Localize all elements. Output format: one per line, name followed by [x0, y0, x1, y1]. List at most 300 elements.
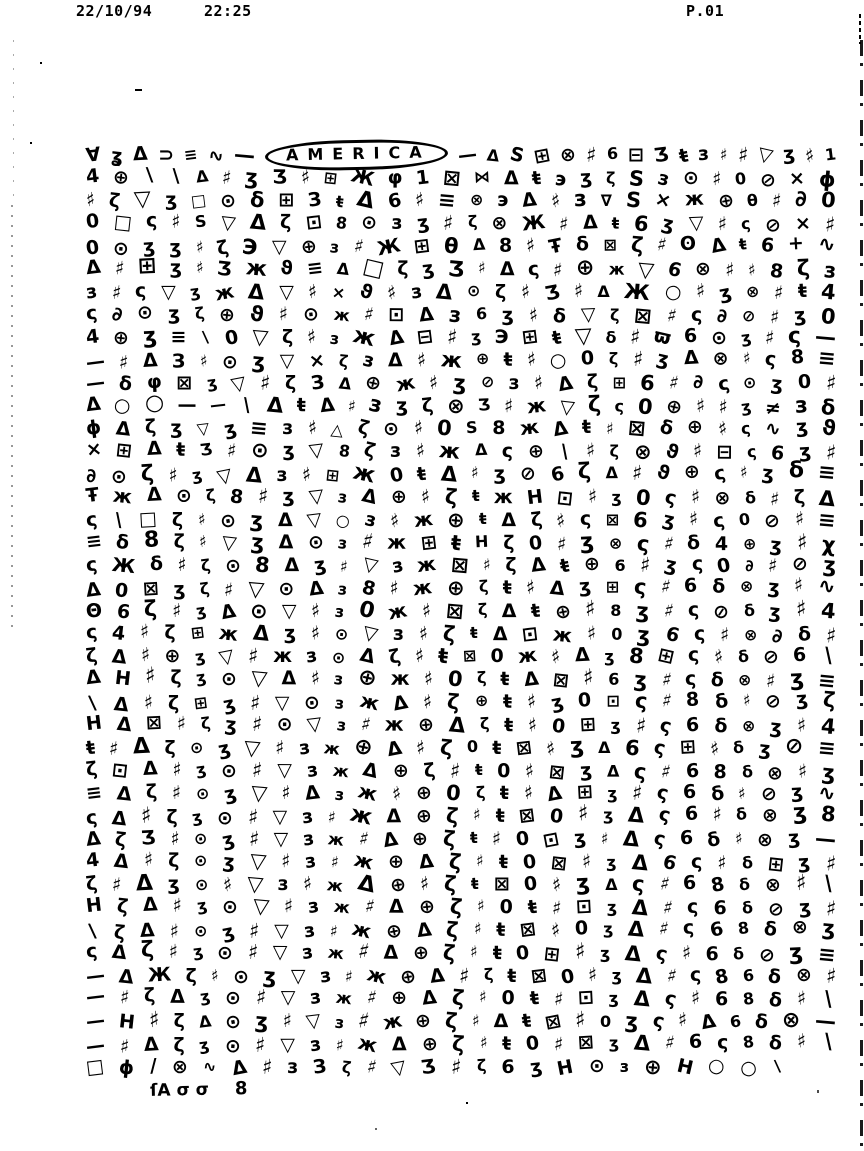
cipher-glyph: ʒ: [782, 142, 796, 166]
cipher-glyph: ♯: [639, 552, 652, 578]
cipher-glyph: ⊙: [192, 921, 209, 942]
cipher-glyph: ⊡: [556, 486, 575, 511]
cipher-glyph: ʒ: [768, 600, 783, 624]
cipher-glyph: ʒ: [170, 417, 183, 440]
cipher-glyph: ς: [690, 850, 703, 873]
cipher-glyph: 4: [820, 713, 837, 740]
cipher-glyph: ♯: [419, 485, 432, 509]
cipher-glyph: ʒ: [766, 575, 781, 599]
cipher-glyph: Δ: [110, 940, 128, 965]
cipher-glyph: ⊠: [444, 598, 465, 624]
cipher-glyph: ♯: [797, 759, 808, 783]
cipher-glyph: ♯: [574, 939, 586, 966]
cipher-glyph: ʒ: [262, 963, 278, 989]
cipher-glyph: ⊗: [781, 1007, 802, 1034]
cipher-glyph: ς: [134, 279, 148, 302]
cipher-glyph: ⊞: [532, 143, 552, 169]
cipher-glyph: з: [287, 1055, 299, 1078]
cipher-glyph: ▽: [245, 871, 264, 898]
cipher-glyph: Δ: [354, 186, 377, 215]
cipher-row: [86, 849, 836, 875]
cipher-glyph: ζ: [422, 758, 437, 782]
cipher-row: [86, 165, 836, 191]
cipher-glyph: Δ: [84, 392, 102, 416]
cipher-glyph: ς: [84, 301, 99, 325]
cipher-glyph: Ŧ: [547, 234, 565, 259]
cipher-glyph: ♯: [803, 144, 817, 168]
cipher-glyph: Δ: [113, 693, 130, 717]
cipher-glyph: з: [333, 601, 345, 622]
cipher-glyph: Δ: [621, 826, 641, 852]
cipher-glyph: ʒ: [165, 189, 178, 212]
cipher-glyph: ŧ: [526, 896, 539, 919]
cipher-glyph: ⊗: [766, 760, 785, 785]
cipher-glyph: ▽: [558, 395, 576, 419]
cipher-glyph: ӡ: [611, 966, 622, 986]
cipher-glyph: Η: [525, 485, 545, 510]
cipher-glyph: ▽: [305, 507, 324, 532]
cipher-glyph: ⊘: [759, 782, 778, 806]
cipher-glyph: з: [297, 736, 311, 760]
cipher-glyph: ς: [84, 508, 99, 532]
cipher-glyph: ʒ: [282, 485, 295, 508]
cipher-glyph: з: [366, 391, 386, 419]
cipher-glyph: ŧ: [415, 462, 428, 486]
cipher-glyph: ♯: [172, 758, 182, 781]
cipher-glyph: ⊙: [216, 806, 235, 830]
cipher-glyph: ▽: [290, 964, 306, 987]
cipher-glyph: Δ: [307, 576, 325, 601]
cipher-glyph: 6: [115, 600, 131, 624]
cipher-glyph: ♯: [712, 645, 726, 670]
cipher-glyph: δ: [712, 689, 730, 714]
cipher-glyph: ♯: [824, 850, 837, 876]
cipher-glyph: Δ: [417, 302, 435, 327]
cipher-glyph: Ж: [375, 234, 403, 261]
cipher-glyph: ⊡: [304, 210, 323, 235]
cipher-glyph: ŧ: [437, 644, 450, 669]
cipher-glyph: Ʒ: [198, 439, 214, 461]
cipher-glyph: ♯: [478, 1033, 488, 1053]
cipher-glyph: ʒ: [787, 826, 801, 850]
cipher-glyph: з: [333, 784, 345, 805]
cipher-glyph: Δ: [251, 620, 271, 646]
cipher-glyph: ♯: [767, 554, 779, 578]
cipher-glyph: ○: [738, 1055, 759, 1081]
cipher-glyph: ♯: [585, 439, 596, 463]
cipher-glyph: ⊕: [575, 255, 596, 282]
cipher-glyph: ⊙: [220, 350, 239, 375]
cipher-glyph: ♯: [248, 918, 261, 944]
cipher-glyph: ♯: [472, 919, 482, 939]
cipher-glyph: ≡: [817, 668, 837, 694]
cipher-glyph: ♯: [550, 873, 564, 898]
cipher-glyph: ∂: [84, 464, 98, 488]
cipher-glyph: ♯: [143, 691, 154, 714]
cipher-glyph: з: [337, 532, 349, 553]
cipher-glyph: ζ: [185, 964, 197, 987]
cipher-glyph: ♯: [194, 257, 205, 278]
cipher-glyph: ζ: [447, 849, 463, 875]
cipher-glyph: ♯: [247, 644, 260, 669]
cipher-glyph: ⊕: [414, 804, 433, 829]
cipher-glyph: ⊙: [223, 986, 242, 1011]
cipher-glyph: δ: [767, 989, 784, 1013]
cipher-glyph: ζ: [495, 280, 507, 303]
cipher-glyph: ς: [682, 916, 696, 940]
cipher-glyph: 6: [684, 802, 699, 826]
cipher-glyph: 4: [84, 848, 101, 872]
cipher-glyph: ⊞: [192, 693, 209, 714]
cipher-glyph: ♯: [573, 279, 584, 302]
cipher-glyph: ♯: [415, 348, 428, 372]
cipher-glyph: ⊞: [189, 622, 205, 643]
cipher-glyph: ⊕: [410, 826, 430, 851]
cipher-glyph: ♯: [309, 599, 322, 623]
cipher-glyph: ʒ: [191, 941, 204, 962]
cipher-glyph: δ: [762, 917, 778, 941]
cipher-glyph: ж: [416, 553, 438, 578]
cipher-glyph: ∿: [817, 780, 837, 806]
america-label: AMERICA: [265, 138, 448, 172]
cipher-glyph: Δ: [632, 986, 651, 1012]
cipher-glyph: ӡ: [221, 417, 238, 442]
cipher-glyph: ʒ: [195, 896, 209, 917]
cipher-glyph: ▽: [219, 211, 237, 235]
cipher-glyph: 0: [715, 554, 733, 579]
cipher-glyph: ⊠: [518, 917, 538, 942]
cipher-glyph: Δ: [132, 733, 151, 760]
cipher-glyph: ⊗: [469, 189, 484, 210]
cipher-glyph: ӡ: [578, 575, 592, 598]
cipher-glyph: ⊗: [790, 915, 808, 939]
cipher-glyph: ♯: [605, 418, 614, 438]
cipher-glyph: ▽: [274, 919, 289, 942]
cipher-glyph: ⊕: [388, 850, 405, 873]
cipher-glyph: ς: [633, 688, 649, 714]
cipher-glyph: ⊠: [577, 1030, 595, 1054]
cipher-glyph: з: [305, 644, 319, 669]
cipher-glyph: ⊕: [683, 460, 701, 484]
cipher-glyph: ŧ: [496, 918, 506, 941]
cipher-glyph: ⊘: [784, 733, 805, 760]
cipher-glyph: ▽: [579, 302, 596, 326]
cipher-glyph: ⊘: [791, 552, 809, 576]
cipher-glyph: ж: [347, 801, 375, 832]
cipher-glyph: ӡ: [604, 646, 615, 666]
cipher-glyph: ζ: [114, 828, 128, 852]
footnote-annotation: [150, 1078, 248, 1101]
cipher-glyph: Η: [84, 711, 104, 736]
cipher-glyph: Δ: [197, 1010, 213, 1032]
cipher-glyph: ʒ: [528, 1055, 544, 1079]
cipher-glyph: ζ: [793, 486, 806, 509]
cipher-glyph: ŧ: [499, 782, 509, 805]
cipher-glyph: 6: [608, 670, 620, 690]
cipher-glyph: 4: [84, 164, 101, 188]
cipher-glyph: ♯: [198, 351, 209, 372]
cipher-glyph: ⊠: [549, 851, 569, 875]
cipher-glyph: ♯: [445, 324, 458, 350]
cipher-glyph: ♯: [552, 988, 564, 1012]
cipher-glyph: ♯: [326, 807, 337, 828]
cipher-glyph: ♯: [586, 621, 597, 645]
cipher-glyph: ♯: [655, 233, 669, 257]
cipher-glyph: ӡ: [451, 370, 468, 396]
cipher-glyph: ♯: [246, 804, 259, 830]
cipher-glyph: ♯: [746, 260, 757, 281]
cipher-glyph: ⊠: [551, 668, 570, 693]
cipher-glyph: ♯: [738, 462, 749, 483]
cipher-glyph: Δ: [278, 530, 294, 553]
cipher-glyph: ϑ: [249, 300, 266, 327]
cipher-glyph: —: [813, 324, 837, 351]
cipher-glyph: Δ: [633, 1030, 652, 1056]
cipher-glyph: ∿: [764, 417, 783, 442]
cipher-glyph: ♯: [362, 895, 377, 919]
cipher-glyph: ○: [662, 279, 684, 305]
cipher-glyph: ♯: [824, 622, 837, 648]
cipher-glyph: ≡: [817, 941, 837, 968]
cipher-glyph: Δ: [380, 827, 400, 852]
cipher-glyph: ♯: [389, 577, 399, 600]
fax-date: 22/10/94: [76, 2, 153, 20]
cipher-glyph: з: [392, 622, 405, 645]
cipher-glyph: ♯: [355, 938, 372, 966]
cipher-glyph: 4: [84, 325, 101, 349]
cipher-glyph: ♯: [660, 689, 674, 713]
cipher-glyph: ʒ: [283, 621, 297, 644]
cipher-glyph: ⊙: [193, 850, 209, 871]
cipher-glyph: ж: [244, 255, 268, 281]
cipher-glyph: 0: [521, 850, 538, 874]
cipher-glyph: ζ: [280, 211, 292, 234]
cipher-glyph: з: [447, 301, 462, 327]
cipher-glyph: 0: [445, 780, 463, 806]
cipher-glyph: δ: [710, 669, 724, 692]
cipher-glyph: ⊕: [351, 733, 376, 762]
cipher-glyph: Δ: [284, 554, 300, 577]
cipher-glyph: ▽: [307, 484, 325, 508]
cipher-glyph: ς: [501, 440, 514, 463]
cipher-glyph: з: [334, 693, 346, 714]
cipher-glyph: ж: [608, 260, 625, 280]
cipher-glyph: ♯: [719, 145, 728, 165]
cipher-glyph: ∿: [817, 573, 837, 599]
cipher-glyph: ♯: [631, 346, 644, 372]
cipher-glyph: ⊙: [188, 737, 205, 758]
cipher-glyph: ŧ: [495, 804, 505, 827]
cipher-glyph: ζ: [199, 555, 212, 576]
cipher-glyph: 6: [632, 211, 650, 237]
cipher-glyph: ♯: [358, 712, 373, 737]
cipher-glyph: Ʒ: [447, 256, 466, 282]
cipher-glyph: ♯: [768, 487, 781, 511]
cipher-glyph: ⊙: [381, 417, 402, 442]
cipher-row: [84, 415, 838, 442]
cipher-glyph: ж: [213, 280, 236, 306]
cipher-glyph: ▽: [280, 986, 296, 1009]
cipher-glyph: з: [336, 487, 349, 508]
cipher-glyph: ж: [552, 623, 574, 648]
cipher-glyph: Δ: [605, 463, 618, 483]
cipher-glyph: ʒ: [791, 800, 808, 827]
cipher-glyph: ♯: [448, 757, 461, 783]
cipher-glyph: ς: [527, 257, 541, 281]
cipher-glyph: ♯: [260, 1054, 273, 1080]
cipher-glyph: ♯: [824, 370, 837, 396]
cipher-glyph: ♯: [587, 963, 598, 986]
cipher-glyph: ʒ: [244, 164, 260, 190]
cipher-glyph: з: [391, 211, 403, 235]
cipher-glyph: ʒ: [142, 235, 156, 259]
cipher-glyph: Ж: [147, 962, 172, 987]
cipher-glyph: ς: [635, 530, 651, 556]
cipher-glyph: з: [655, 166, 672, 191]
cipher-glyph: ♯: [171, 211, 181, 234]
cipher-glyph: θ: [443, 233, 460, 259]
cipher-glyph: ∿: [206, 143, 227, 169]
cipher-glyph: S: [624, 187, 643, 214]
cipher-glyph: 0: [611, 624, 623, 644]
cipher-glyph: Η: [674, 1054, 696, 1080]
cipher-glyph: ς: [650, 1009, 667, 1034]
cipher-glyph: ⊘: [740, 305, 757, 326]
cipher-glyph: ▽: [248, 848, 268, 874]
cipher-glyph: 6: [705, 942, 719, 965]
cipher-glyph: ♯: [247, 826, 261, 852]
cipher-glyph: ≡: [183, 144, 199, 166]
cipher-glyph: ζ: [446, 689, 461, 715]
cipher-row: [86, 144, 836, 167]
cipher-glyph: ▽: [133, 186, 152, 213]
cipher-glyph: ♯: [574, 1007, 587, 1033]
cipher-glyph: ж: [357, 689, 381, 716]
cipher-glyph: ♯: [690, 987, 701, 1010]
cipher-glyph: Δ: [631, 895, 650, 921]
cipher-glyph: Δ: [555, 371, 575, 397]
cipher-glyph: ♯: [470, 463, 480, 483]
cipher-glyph: 6: [606, 144, 619, 164]
cipher-glyph: 6: [759, 233, 776, 258]
cipher-glyph: ⊠: [518, 803, 537, 828]
cipher-glyph: ⊗: [763, 873, 783, 898]
cipher-glyph: Δ: [110, 645, 128, 670]
cipher-glyph: ♯: [491, 827, 501, 850]
cipher-glyph: ʒ: [790, 780, 805, 804]
cipher-glyph: ζ: [445, 803, 460, 829]
cipher-glyph: ζ: [173, 530, 185, 553]
cipher-glyph: ʒ: [821, 552, 838, 578]
cipher-glyph: ŧ: [738, 234, 749, 255]
cipher-glyph: Δ: [218, 599, 238, 625]
cipher-glyph: —: [84, 963, 107, 988]
cipher-glyph: Δ: [598, 738, 611, 758]
cipher-glyph: ♯: [695, 394, 706, 417]
cipher-glyph: ♯: [719, 623, 730, 646]
cipher-glyph: ♯: [796, 1029, 807, 1053]
cipher-glyph: Δ: [385, 736, 404, 761]
cipher-glyph: ♯: [251, 757, 264, 782]
cipher-glyph: 4: [820, 598, 838, 624]
cipher-glyph: δ: [797, 622, 812, 646]
cipher-glyph: 8: [228, 485, 245, 509]
cipher-glyph: 4: [110, 621, 127, 645]
cipher-glyph: ⊙: [231, 964, 252, 989]
cipher-glyph: ζ: [605, 168, 616, 188]
cipher-glyph: ς: [710, 508, 727, 533]
cipher-glyph: ʒ: [221, 849, 237, 874]
cipher-glyph: δ: [768, 1031, 784, 1055]
cipher-glyph: ς: [632, 574, 648, 600]
cipher-glyph: ♯: [364, 986, 379, 1010]
cipher-row: [86, 1056, 784, 1079]
cipher-glyph: ⊙: [709, 325, 730, 351]
cipher-glyph: ♯: [554, 508, 568, 533]
cipher-glyph: ς: [745, 442, 758, 463]
cipher-glyph: ς: [579, 507, 592, 530]
cipher-glyph: ζ: [140, 461, 155, 488]
cipher-glyph: ŧ: [550, 326, 564, 350]
cipher-glyph: Δ: [520, 188, 539, 213]
cipher-glyph: ζ: [167, 692, 180, 715]
cipher-glyph: 6: [683, 324, 699, 348]
cipher-glyph: ж: [412, 507, 434, 532]
cipher-glyph: ⊠: [543, 1009, 564, 1035]
cipher-glyph: ▽: [304, 1009, 322, 1033]
cipher-glyph: δ: [742, 600, 756, 621]
cipher-glyph: ≡: [170, 326, 187, 349]
cipher-glyph: □: [112, 210, 133, 235]
cipher-glyph: ♯: [118, 986, 131, 1010]
cipher-glyph: ♯: [388, 508, 402, 533]
cipher-glyph: ζ: [341, 1057, 353, 1078]
cipher-glyph: ♯: [113, 256, 125, 280]
cipher-glyph: ⊕: [355, 664, 379, 694]
cipher-glyph: ▽: [249, 665, 269, 692]
cipher-glyph: 6: [714, 988, 729, 1011]
cipher-glyph: ʒ: [793, 303, 807, 327]
cipher-row: [86, 986, 836, 1012]
cipher-glyph: ♯: [550, 897, 563, 921]
cipher-glyph: ▽: [273, 827, 289, 850]
cipher-glyph: ς: [633, 758, 648, 784]
scan-speck: [817, 1090, 819, 1093]
cipher-glyph: ζ: [145, 780, 158, 804]
cipher-glyph: δ: [686, 531, 701, 554]
cipher-glyph: Δ: [139, 919, 156, 943]
cipher-glyph: ⊞: [322, 167, 338, 189]
cipher-glyph: ⊞: [678, 735, 696, 759]
cipher-glyph: ♯: [795, 597, 808, 623]
cipher-glyph: ♯: [118, 351, 130, 375]
cipher-glyph: 6: [769, 441, 786, 466]
cipher-glyph: 6: [685, 713, 701, 737]
cipher-glyph: ♯: [504, 394, 514, 417]
cipher-glyph: ζ: [822, 687, 837, 713]
cipher-glyph: ♯: [664, 963, 679, 988]
cipher-glyph: з: [333, 669, 345, 690]
cipher-glyph: 0: [737, 509, 751, 530]
cipher-glyph: ŧ: [558, 554, 572, 578]
cipher-glyph: ○: [144, 390, 165, 417]
cipher-glyph: ♯: [339, 556, 350, 577]
cipher-glyph: Δ: [486, 145, 501, 166]
fax-time: 22:25: [204, 2, 252, 20]
cipher-glyph: ♯: [282, 1010, 292, 1033]
cipher-glyph: ζ: [397, 257, 409, 280]
cipher-glyph: ζ: [173, 1034, 185, 1057]
